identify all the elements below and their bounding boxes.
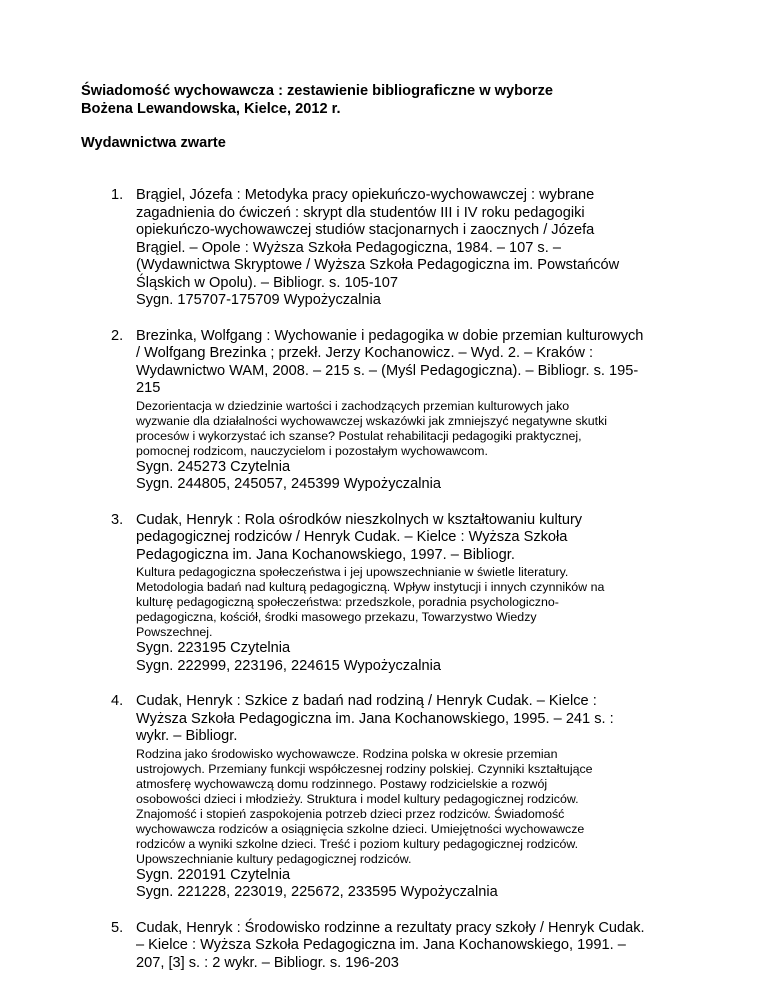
bibliography-entry [81, 512, 701, 676]
citation-line: Brągiel, Józefa : Metodyka pracy opiekuńczo-wychowawczej : wybrane [136, 187, 595, 203]
entry-citation [136, 328, 701, 398]
description-line: wyzwanie dla działalności wychowawczej wskazówki jak zmniejszyć negatywne skutki [136, 413, 608, 428]
description-line: rodziców a wyniki szkolne dzieci. Treść i poziom kultury pedagogicznej rodziców. [136, 836, 579, 851]
entry-number: 4. [111, 693, 124, 709]
entry-description [136, 565, 701, 640]
description-line: kulturę pedagogiczną społeczeństwa: przedszkole, poradnia psychologiczno- [136, 595, 559, 609]
citation-line: Cudak, Henryk : Szkice z badań nad rodziną / Henryk Cudak. – Kielce : [136, 693, 597, 709]
call-number-line: Sygn. 222999, 223196, 224615 Wypożyczalnia [136, 657, 441, 674]
description-line: ustrojowych. Przemiany funkcji współczesnej rodziny polskiej. Czynniki kształtujące [136, 761, 593, 776]
description-line: atmosferę wychowawczą domu rodzinnego. Postawy rodzicielskie a rozwój [136, 776, 548, 791]
citation-line: 207, [3] s. : 2 wykr. – Bibliogr. s. 196-203 [136, 954, 399, 971]
description-line: Metodologia badań nad kulturą pedagogiczną. Wpływ instytucji i innych czynników na [136, 580, 605, 594]
citation-line: 215 [136, 380, 161, 396]
document-author: Bożena Lewandowska, Kielce, 2012 r. [81, 100, 341, 117]
bibliography-entry [81, 328, 701, 494]
description-line: Powszechnej. [136, 625, 213, 639]
citation-line: – Kielce : Wyższa Szkoła Pedagogiczna im. Jana Kochanowskiego, 1991. – [136, 937, 626, 953]
description-line: Upowszechnianie kultury pedagogicznej rodziców. [136, 851, 412, 866]
call-number-line: Sygn. 220191 Czytelnia [136, 866, 291, 883]
entry-call-numbers [136, 459, 701, 494]
description-line: Dezorientacja w dziedzinie wartości i zachodzących przemian kulturowych jako [136, 398, 570, 413]
citation-line: Cudak, Henryk : Środowisko rodzinne a rezultaty pracy szkoły / Henryk Cudak. [136, 919, 645, 936]
description-line: procesów i wykorzystać ich szanse? Postulat rehabilitacji pedagogiki praktycznej, [136, 428, 582, 443]
entry-citation [136, 920, 701, 973]
description-line: Kultura pedagogiczna społeczeństwa i jej upowszechnianie w świetle literatury. [136, 565, 569, 579]
bibliography-list [81, 187, 701, 990]
citation-line: Wydawnictwo WAM, 2008. – 215 s. – (Myśl Pedagogiczna). – Bibliogr. s. 195- [136, 362, 639, 379]
document-header [81, 83, 553, 118]
description-line: Znajomość i stopień zaspokojenia potrzeb dzieci przez rodziców. Świadomość [136, 806, 565, 821]
entry-description [136, 399, 701, 459]
citation-line: Wyższa Szkoła Pedagogiczna im. Jana Kochanowskiego, 1995. – 241 s. : [136, 710, 614, 727]
bibliography-entry [81, 693, 701, 902]
description-line: pedagogiczna, kościół, środki masowego przekazu, Towarzystwo Wiedzy [136, 610, 537, 624]
entry-number: 2. [111, 327, 124, 344]
description-line: pomocnej rodzicom, nauczycielom i pozostałym wychowawcom. [136, 443, 488, 458]
citation-line: Cudak, Henryk : Rola ośrodków nieszkolnych w kształtowaniu kultury [136, 511, 583, 528]
entry-citation [136, 512, 701, 565]
citation-line: Brezinka, Wolfgang : Wychowanie i pedagogika w dobie przemian kulturowych [136, 327, 644, 344]
citation-line: Śląskich w Opolu). – Bibliogr. s. 105-107 [136, 274, 399, 291]
citation-line: Pedagogiczna im. Jana Kochanowskiego, 1997. – Bibliogr. [136, 546, 515, 563]
bibliography-entry [81, 187, 701, 310]
call-number-line: Sygn. 245273 Czytelnia [136, 458, 291, 475]
citation-line: pedagogicznej rodziców / Henryk Cudak. – Kielce : Wyższa Szkoła [136, 529, 568, 545]
citation-line: / Wolfgang Brezinka ; przekł. Jerzy Kochanowicz. – Wyd. 2. – Kraków : [136, 345, 594, 361]
call-number-line: Sygn. 221228, 223019, 225672, 233595 Wypożyczalnia [136, 884, 498, 900]
citation-line: Brągiel. – Opole : Wyższa Szkoła Pedagogiczna, 1984. – 107 s. – [136, 239, 561, 256]
call-number-line: Sygn. 223195 Czytelnia [136, 640, 291, 656]
bibliography-entry [81, 920, 701, 973]
entry-number: 3. [111, 511, 124, 528]
citation-line: Sygn. 175707-175709 Wypożyczalnia [136, 292, 381, 308]
entry-description [136, 747, 701, 867]
description-line: Rodzina jako środowisko wychowawcze. Rodzina polska w okresie przemian [136, 746, 558, 761]
entry-call-numbers [136, 867, 701, 902]
citation-line: wykr. – Bibliogr. [136, 728, 238, 744]
description-line: wychowawcza rodziców a osiągnięcia szkolne dzieci. Umiejętności wychowawcze [136, 821, 585, 836]
citation-line: zagadnienia do ćwiczeń : skrypt dla studentów III i IV roku pedagogiki [136, 204, 585, 221]
entry-number: 5. [111, 919, 124, 936]
citation-line: (Wydawnictwa Skryptowe / Wyższa Szkoła Pedagogiczna im. Powstańców [136, 257, 620, 273]
citation-line: opiekuńczo-wychowawczej studiów stacjonarnych i zaocznych / Józefa [136, 222, 595, 238]
entry-citation [136, 187, 701, 310]
section-title: Wydawnictwa zwarte [81, 135, 226, 151]
call-number-line: Sygn. 244805, 245057, 245399 Wypożyczalnia [136, 476, 441, 492]
entry-call-numbers [136, 640, 701, 675]
entry-citation [136, 693, 701, 746]
entry-number: 1. [111, 187, 124, 203]
document-title: Świadomość wychowawcza : zestawienie bibliograficzne w wyborze [81, 83, 553, 99]
description-line: osobowości dzieci i młodzieży. Struktura i model kultury pedagogicznej rodziców. [136, 791, 579, 806]
